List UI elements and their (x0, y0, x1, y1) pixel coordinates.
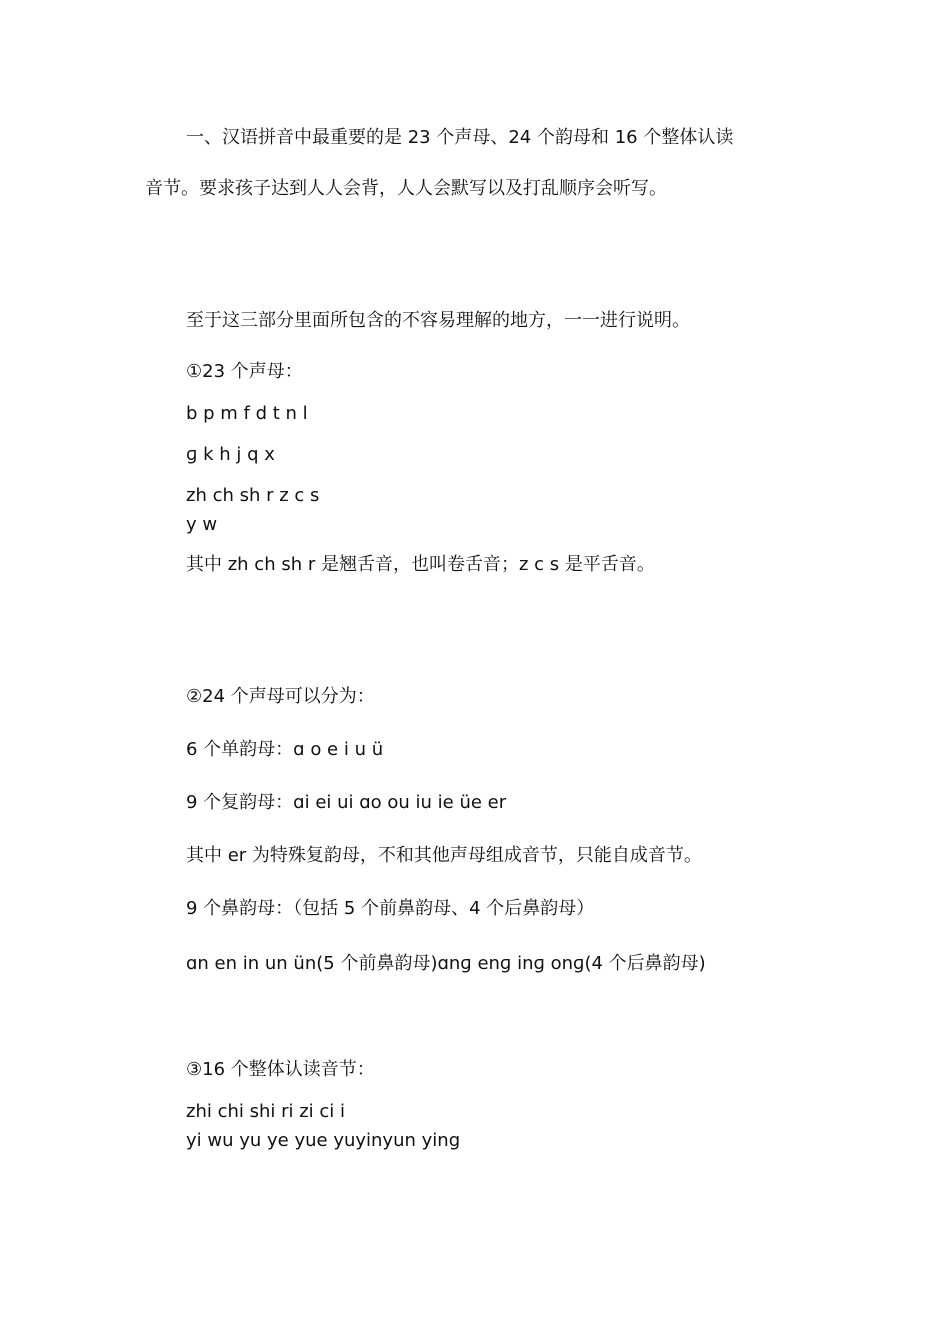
section1-line1: 一、汉语拼音中最重要的是 23 个声母、24 个韵母和 16 个整体认读 (186, 127, 734, 148)
initials-row: zh ch sh r z c s (186, 485, 320, 506)
initials-row: y w (186, 514, 218, 535)
initials-row: ɡ k h j q x (186, 444, 275, 465)
syllables-row: zhi chi shi ri zi ci i (186, 1101, 346, 1122)
intro-paragraph: 至于这三部分里面所包含的不容易理解的地方，一一进行说明。 (186, 310, 690, 331)
compound-finals: 9 个复韵母：ɑi ei ui ɑo ou iu ie üe er (186, 792, 507, 813)
single-finals: 6 个单韵母：ɑ o e i u ü (186, 739, 384, 760)
initials-heading: ①23 个声母： (186, 361, 303, 382)
initials-note: 其中 zh ch sh r 是翘舌音，也叫卷舌音；z c s 是平舌音。 (186, 554, 655, 575)
er-note: 其中 er 为特殊复韵母，不和其他声母组成音节，只能自成音节。 (186, 845, 702, 866)
syllables-row: yi wu yu ye yue yuyinyun ying (186, 1130, 461, 1151)
finals-heading: ②24 个声母可以分为： (186, 686, 375, 707)
syllables-heading: ③16 个整体认读音节： (186, 1059, 375, 1080)
nasal-finals-list: ɑn en in un ün(5 个前鼻韵母)ɑnɡ enɡ inɡ onɡ(4 个后鼻韵母) (186, 953, 706, 974)
nasal-finals-heading: 9 个鼻韵母：（包括 5 个前鼻韵母、4 个后鼻韵母） (186, 898, 595, 919)
section1-line2: 音节。要求孩子达到人人会背，人人会默写以及打乱顺序会听写。 (145, 178, 667, 199)
initials-row: b p m f d t n l (186, 403, 308, 424)
